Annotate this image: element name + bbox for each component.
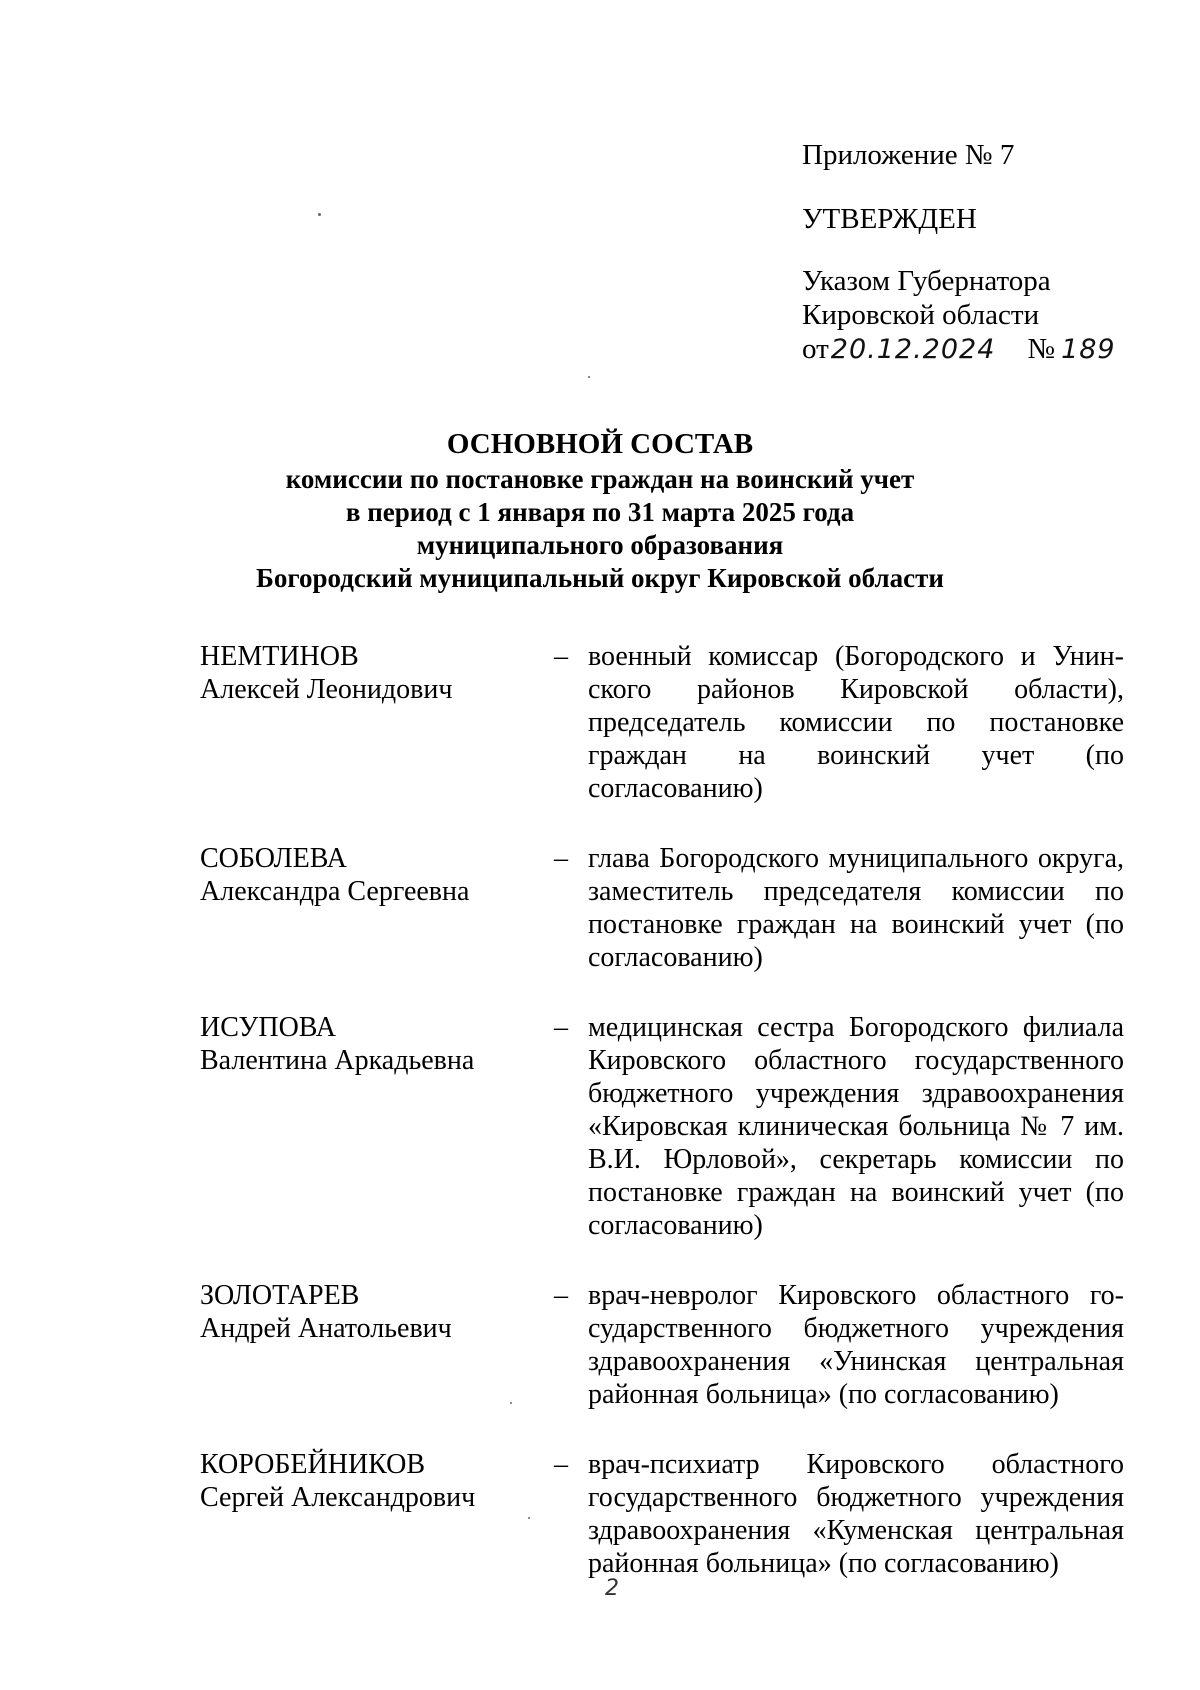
member-dash: – bbox=[554, 1280, 568, 1311]
member-role: врач-психиатр Кировского областного государственного бюджетного учреждения здравоохранения «Куменская центральная районная больница» (по согласованию) bbox=[588, 1449, 1124, 1579]
scan-speck bbox=[510, 1402, 512, 1404]
scan-speck bbox=[588, 376, 590, 378]
member-role: медицинская сестра Богородского филиала Кировского областного государственного бюджетного учреждения здравоохранения «Кировская клиническая больница № 7 им. В.И. Юрловой», секретарь комиссии по постановке граждан на воинский учет (по согласованию) bbox=[588, 1012, 1124, 1241]
member-role: врач-невролог Кировского областного государственного бюджетного учреждения здравоохранения «Унинская центральная районная больница» (по согласованию) bbox=[588, 1280, 1124, 1410]
member-dash: – bbox=[554, 1449, 568, 1480]
member-surname: СОБОЛЕВА bbox=[200, 843, 347, 874]
member-role: глава Богородского муниципального округа, заместитель председателя комиссии по постановке граждан на воинский учет (по согласованию) bbox=[588, 843, 1124, 973]
member-given-names: Сергей Александрович bbox=[200, 1482, 476, 1513]
member-given-names: Валентина Аркадьевна bbox=[200, 1045, 475, 1076]
member-name bbox=[200, 640, 550, 805]
member-dash: – bbox=[554, 1012, 568, 1043]
members-list bbox=[200, 640, 1124, 1580]
member-surname: КОРОБЕЙНИКОВ bbox=[200, 1449, 426, 1480]
member-surname: НЕМТИНОВ bbox=[200, 641, 359, 672]
member-name bbox=[200, 1279, 550, 1411]
member-given-names: Андрей Анатольевич bbox=[200, 1313, 452, 1344]
title-main: ОСНОВНОЙ СОСТАВ bbox=[446, 428, 754, 460]
title-line-1: комиссии по постановке граждан на воинский учет bbox=[285, 464, 915, 494]
decree-date-line bbox=[802, 332, 1162, 367]
member-name bbox=[200, 1448, 550, 1580]
document-title bbox=[0, 425, 1200, 595]
member-entry bbox=[200, 640, 1124, 805]
member-dash: – bbox=[554, 843, 568, 874]
appendix-label: Приложение № 7 bbox=[802, 139, 1015, 171]
handwritten-number: 189 bbox=[1061, 334, 1116, 365]
approval-block bbox=[802, 138, 1162, 367]
scan-speck bbox=[318, 213, 321, 216]
scan-speck bbox=[528, 1517, 530, 1519]
approved-stamp-text: УТВЕРЖДЕН bbox=[802, 203, 977, 235]
member-dash: – bbox=[554, 641, 568, 672]
title-line-3: муниципального образования bbox=[416, 530, 784, 560]
member-entry bbox=[200, 1011, 1124, 1242]
title-line-4: Богородский муниципальный округ Кировской области bbox=[256, 563, 944, 593]
member-entry bbox=[200, 1279, 1124, 1411]
member-entry bbox=[200, 842, 1124, 974]
member-entry bbox=[200, 1448, 1124, 1580]
page-number-mark: 2 bbox=[605, 1576, 619, 1601]
member-given-names: Александра Сергеевна bbox=[200, 876, 470, 907]
member-name bbox=[200, 842, 550, 974]
handwritten-date: 20.12.2024 bbox=[830, 334, 996, 365]
number-label: № bbox=[1027, 333, 1056, 365]
member-given-names: Алексей Леонидович bbox=[200, 674, 453, 705]
decree-line-1: Указом Губернатора bbox=[802, 265, 1051, 297]
date-prefix: от bbox=[802, 333, 829, 365]
member-surname: ИСУПОВА bbox=[200, 1012, 336, 1043]
member-name bbox=[200, 1011, 550, 1242]
title-line-2: в период с 1 января по 31 марта 2025 года bbox=[345, 497, 855, 527]
member-role: военный комиссар (Богородского и Унинского районов Кировской области), председатель комиссии по постановке граждан на воинский учет (по согласованию) bbox=[588, 641, 1124, 804]
member-surname: ЗОЛОТАРЕВ bbox=[200, 1280, 360, 1311]
decree-line-2: Кировской области bbox=[802, 299, 1040, 331]
